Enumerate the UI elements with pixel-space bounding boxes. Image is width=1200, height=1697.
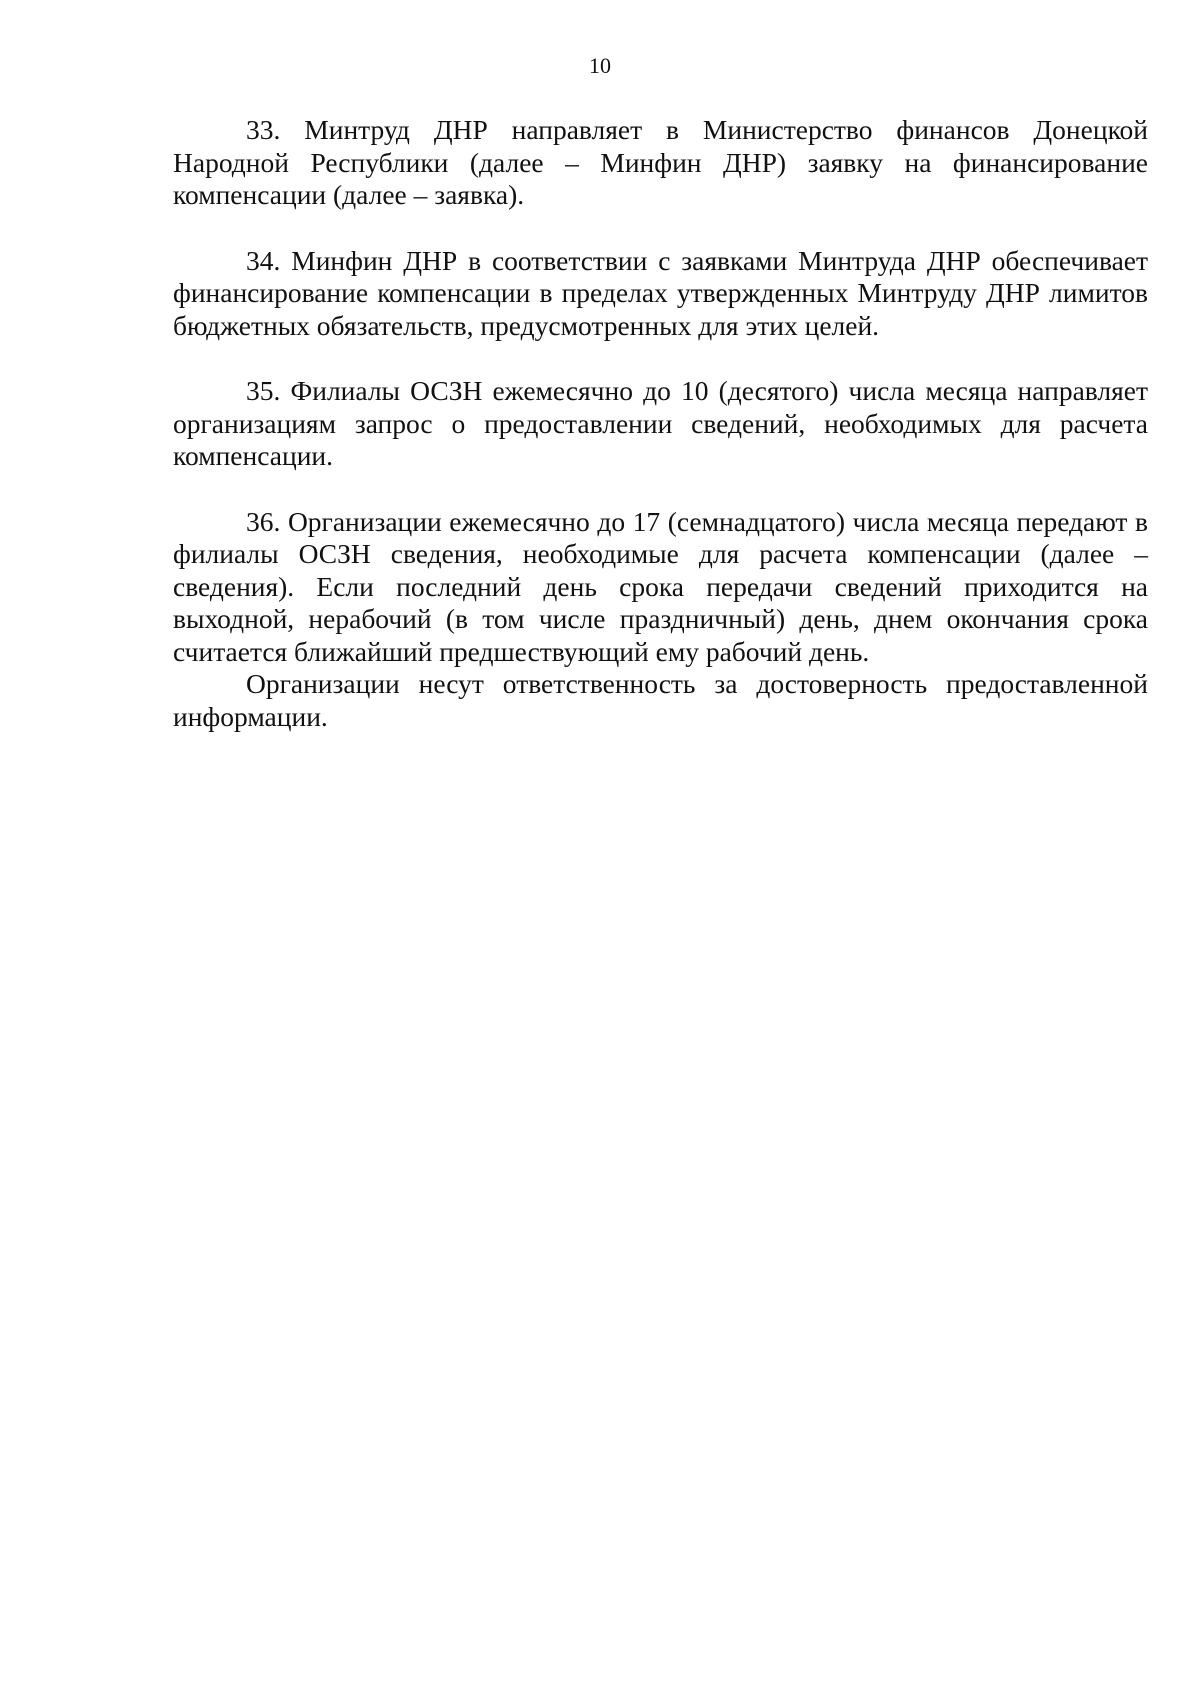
document-body (173, 114, 1148, 733)
paragraph-36: 36. Организации ежемесячно до 17 (семнадцатого) числа месяца передают в филиалы ОСЗН сведения, необходимые для расчета компенсации (далее – сведения). Если последний день срока передачи сведений приходится на выходной, нерабочий (в том числе праздничный) день, днем окончания срока считается ближайший предшествующий ему рабочий день. (173, 505, 1148, 667)
paragraph-34: 34. Минфин ДНР в соответствии с заявками Минтруда ДНР обеспечивает финансирование компенсации в пределах утвержденных Минтруду ДНР лимитов бюджетных обязательств, предусмотренных для этих целей. (173, 244, 1148, 341)
paragraph-36-continuation: Организации несут ответственность за достоверность предоставленной информации. (173, 668, 1148, 732)
page-number: 10 (589, 53, 611, 78)
paragraph-33: 33. Минтруд ДНР направляет в Министерство финансов Донецкой Народной Республики (далее – Минфин ДНР) заявку на финансирование компенсации (далее – заявка). (173, 114, 1148, 210)
paragraph-35: 35. Филиалы ОСЗН ежемесячно до 10 (десятого) числа месяца направляет организациям запрос о предоставлении сведений, необходимых для расчета компенсации. (173, 375, 1148, 471)
